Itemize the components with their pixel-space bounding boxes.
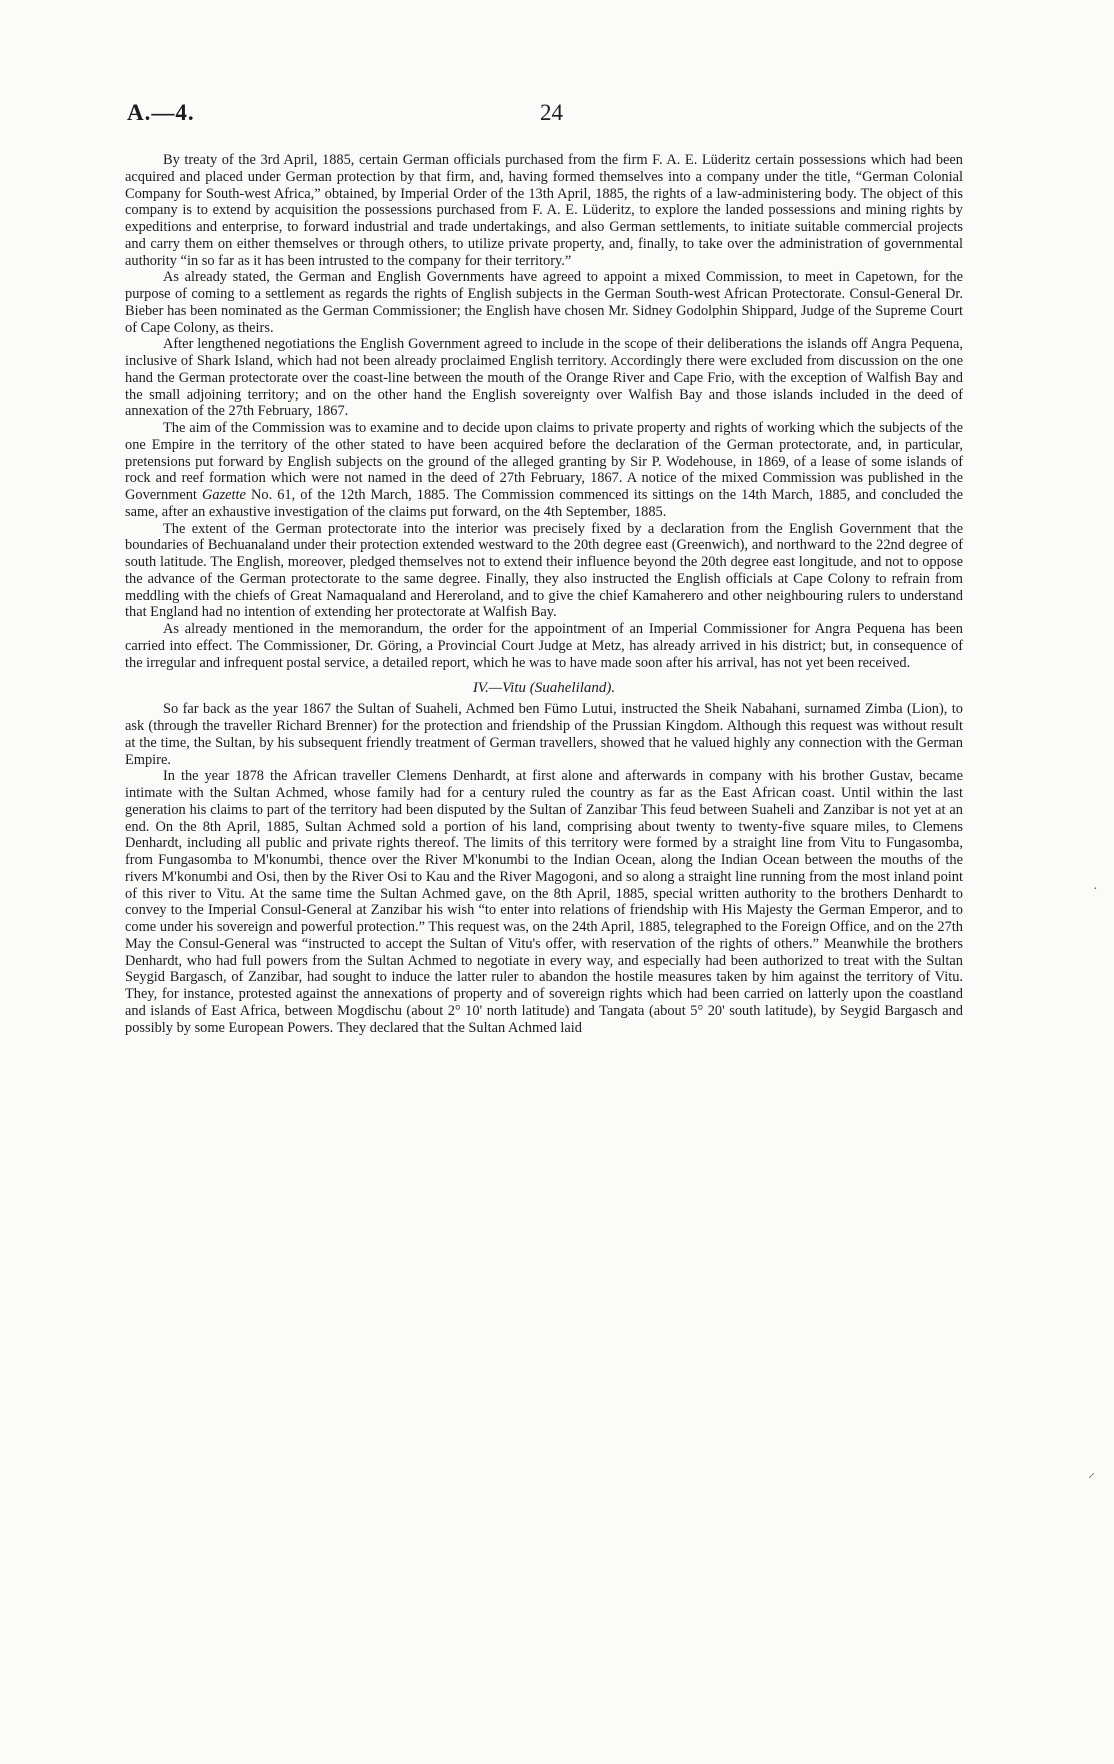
- document-reference: A.—4.: [127, 100, 195, 125]
- paragraph-commission: As already stated, the German and English Governments have agreed to appoint a mixed Commission, to meet in Capetown, for the purpose of coming to a settlement as regards the rights of English subjects in the German South-west African Protectorate. Consul-General Dr. Bieber has been nominated as the German Commissioner; the English have chosen Mr. Sidney Godolphin Shippard, Judge of the Supreme Court of Cape Colony, as theirs.: [125, 269, 963, 336]
- page-body: [125, 152, 963, 1036]
- paragraph-negotiations: After lengthened negotiations the English Government agreed to include in the scope of their deliberations the islands off Angra Pequena, inclusive of Shark Island, which had not been already proclaimed English territory. Accordingly there were excluded from discussion on the one hand the German protectorate over the coast-line between the mouth of the Orange River and Cape Frio, with the exception of Walfish Bay and the small adjoining territory; and on the other hand the English sovereignty over Walfish Bay and those islands included in the deed of annexation of the 27th February, 1867.: [125, 336, 963, 420]
- paragraph-vitu-1878: In the year 1878 the African traveller Clemens Denhardt, at first alone and afterwards in company with his brother Gustav, became intimate with the Sultan Achmed, whose family had for a century ruled the country as far as the East African coast. Until within the last generation his claims to part of the territory had been disputed by the Sultan of Zanzibar This feud between Suaheli and Zanzibar is not yet at an end. On the 8th April, 1885, Sultan Achmed sold a portion of his land, comprising about twenty to twenty-five square miles, to Clemens Denhardt, including all public and private rights thereof. The limits of this territory were formed by a straight line from Vitu to Fungasomba, from Fungasomba to M'konumbi, thence over the River M'konumbi to the Indian Ocean, along the Indian Ocean between the mouths of the rivers M'konumbi and Osi, then by the River Osi to Kau and the River Magogoni, and so along a straight line running from the most inland point of this river to Vitu. At the same time the Sultan Achmed gave, on the 8th April, 1885, special written authority to the brothers Denhardt to convey to the Imperial Consul-General at Zanzibar his wish “to enter into relations of friendship with His Majesty the German Emperor, and to come under his sovereign and powerful protection.” This request was, on the 24th April, 1885, telegraphed to the Foreign Office, and on the 27th May the Consul-General was “instructed to accept the Sultan of Vitu's offer, with reservation of the rights of others.” Meanwhile the brothers Denhardt, who had full powers from the Sultan Achmed to negotiate in every way, and especially had been authorized to treat with the Sultan Seygid Bargasch, of Zanzibar, had sought to induce the latter ruler to abandon the hostile measures taken by him against the territory of Vitu. They, for instance, protested against the annexations of property and of sovereign rights which had been carried on latterly upon the coastland and islands of East Africa, between Mogdischu (about 2° 10' north latitude) and Tangata (about 5° 20' south latitude), by Seygid Bargasch and possibly by some European Powers. They declared that the Sultan Achmed laid: [125, 768, 963, 1036]
- italic-word: Gazette: [201, 487, 246, 503]
- page-header: [0, 100, 1114, 136]
- paragraph-vitu-1867: So far back as the year 1867 the Sultan of Suaheli, Achmed ben Fümo Lutui, instructed the Sheik Nabahani, surnamed Zimba (Lion), to ask (through the traveller Richard Brenner) for the protection and friendship of the Prussian Kingdom. Although this request was without result at the time, the Sultan, by his subsequent friendly treatment of German travellers, showed that he valued highly any connection with the German Empire.: [125, 701, 963, 768]
- paragraph-treaty: By treaty of the 3rd April, 1885, certain German officials purchased from the firm F. A. E. Lüderitz certain possessions which had been acquired and placed under German protection by that firm, and, having formed themselves into a company under the title, “German Colonial Company for South-west Africa,” obtained, by Imperial Order of the 13th April, 1885, the rights of a law-administering body. The object of this company is to extend by acquisition the possessions purchased from F. A. E. Lüderitz, to explore the landed possessions and mining rights by expeditions and enterprise, to forward industrial and trade undertakings, and also German settlements, to initiate suitable commercial projects and carry them on either themselves or through others, to utilize private property, and, finally, to take over the administration of governmental authority “in so far as it has been intrusted to the company for their territory.”: [125, 152, 963, 269]
- paragraph-commission-aim: [125, 420, 963, 521]
- text-segment: The aim of the Commission was to examine and to decide upon claims to private property and rights of working which the subjects of the one Empire in the territory of the other stated to have been acquired before the declaration of the German protectorate, and, in particular, pretensions put forward by English subjects on the ground of the alleged granting by Sir P. Wodehouse, in 1869, of a lease of some islands of rock and reef formation which were not named in the deed of 27th February, 1867. A notice of the mixed Commission was published in the Government: [125, 420, 963, 503]
- paragraph-protectorate-extent: The extent of the German protectorate into the interior was precisely fixed by a declaration from the English Government that the boundaries of Bechuanaland under their protection extended westward to the 20th degree east (Greenwich), and northward to the 22nd degree of south latitude. The English, moreover, pledged themselves not to extend their influence beyond the 20th degree east longitude, and not to oppose the advance of the German protectorate to the same degree. Finally, they also instructed the English officials at Cape Colony to refrain from meddling with the chiefs of Great Namaqualand and Hereroland, and to give the chief Kamaherero and other neighbouring rulers to understand that England had no intention of extending her protectorate at Walfish Bay.: [125, 520, 963, 621]
- paragraph-imperial-commissioner: As already mentioned in the memorandum, the order for the appointment of an Imperial Commissioner for Angra Pequena has been carried into effect. The Commissioner, Dr. Göring, a Provincial Court Judge at Metz, has already arrived in his district; but, in consequence of the irregular and infrequent postal service, a detailed report, which he was to have made soon after his arrival, has not yet been received.: [125, 621, 963, 671]
- section-heading: IV.—Vitu (Suaheliland).: [472, 680, 616, 697]
- text-segment: No. 61, of the 12th March, 1885. The Commission commenced its sittings on the 14th March, 1885, and concluded the same, after an exhaustive investigation of the claims put forward, on the 4th September, 1885.: [125, 487, 963, 520]
- margin-mark: ·: [1093, 882, 1098, 897]
- page-number: 24: [540, 100, 563, 125]
- margin-mark: ⸝: [1088, 1466, 1095, 1481]
